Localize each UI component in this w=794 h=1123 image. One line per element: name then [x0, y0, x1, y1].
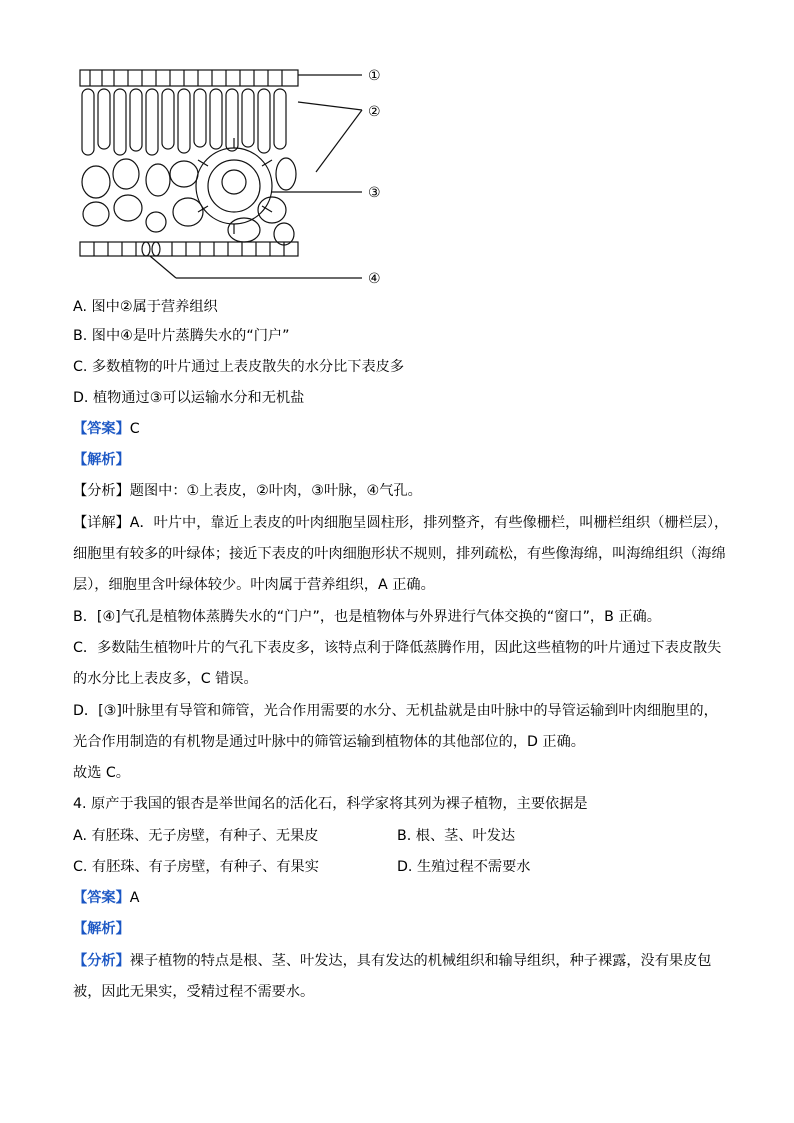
- q4-option-d: D. 生殖过程不需要水: [397, 859, 531, 875]
- q3-option-c: C. 多数植物的叶片通过上表皮散失的水分比下表皮多: [73, 359, 405, 375]
- label-2: ②: [368, 104, 381, 120]
- leaf-cross-section-figure: [76, 62, 406, 296]
- q3-detail-line-1: [73, 513, 728, 533]
- q3-detail-tag: 【详解】: [73, 515, 130, 531]
- q4-option-b: B. 根、茎、叶发达: [397, 828, 516, 844]
- q3-detail-line-8: 光合作用制造的有机物是通过叶脉中的筛管运输到植物体的其他部位的，D 正确。: [73, 734, 585, 750]
- label-3: ③: [368, 185, 381, 201]
- q4-fenxi-text-1: 裸子植物的特点是根、茎、叶发达，具有发达的机械组织和输导组织，种子裸露，没有果皮包: [129, 953, 712, 969]
- q3-detail-text-1: A．叶片中，靠近上表皮的叶肉细胞呈圆柱形，排列整齐，有些像栅栏，叫栅栏组织（栅栏层），: [129, 515, 729, 531]
- q3-option-b: B. 图中④是叶片蒸腾失水的“门户”: [73, 328, 290, 344]
- q3-fenxi-tag: 【分析】: [73, 483, 130, 499]
- spongy-tissue: [82, 158, 296, 245]
- q3-fenxi: [73, 481, 422, 501]
- q4-answer: [73, 888, 139, 908]
- q3-analysis-heading: [73, 450, 130, 470]
- lower-epidermis: [80, 242, 298, 256]
- q3-detail-line-2: 细胞里有较多的叶绿体；接近下表皮的叶肉细胞形状不规则，排列疏松，有些像海绵，叫海绵组织（海绵: [73, 546, 726, 562]
- q4-option-a: A. 有胚珠、无子房壁，有种子、无果皮: [73, 828, 319, 844]
- q3-answer-value: C: [129, 421, 140, 437]
- q3-detail-line-3: 层），细胞里含叶绿体较少。叶肉属于营养组织，A 正确。: [73, 577, 435, 593]
- stoma: [142, 242, 150, 256]
- palisade-tissue: [82, 89, 286, 155]
- q4-fenxi-tag: 【分析】: [73, 953, 130, 969]
- q3-detail-line-6: 的水分比上表皮多，C 错误。: [73, 671, 258, 687]
- q4-stem: 4. 原产于我国的银杏是举世闻名的活化石，科学家将其列为裸子植物，主要依据是: [73, 796, 588, 812]
- label-4: ④: [368, 271, 381, 287]
- q4-analysis-tag: 【解析】: [73, 921, 130, 937]
- q3-analysis-tag: 【解析】: [73, 452, 130, 468]
- q4-answer-value: A: [129, 890, 140, 906]
- leaf-diagram: [76, 62, 406, 292]
- q4-option-c: C. 有胚珠、有子房壁，有种子、有果实: [73, 859, 319, 875]
- q3-option-a: A. 图中②属于营养组织: [73, 299, 218, 315]
- q3-conclusion: 故选 C。: [73, 765, 130, 781]
- q3-answer-tag: 【答案】: [73, 421, 130, 437]
- q4-analysis-heading: [73, 919, 130, 939]
- label-1: ①: [368, 68, 381, 84]
- q4-fenxi-line-1: [73, 951, 711, 971]
- q3-detail-line-7: D．[③]叶脉里有导管和筛管，光合作用需要的水分、无机盐就是由叶脉中的导管运输到叶肉细胞里的，: [73, 703, 718, 719]
- q3-answer: [73, 419, 140, 439]
- q3-detail-line-4: B．[④]气孔是植物体蒸腾失水的“门户”，也是植物体与外界进行气体交换的“窗口”，B 正确。: [73, 609, 661, 625]
- q3-detail-line-5: C．多数陆生植物叶片的气孔下表皮多，该特点利于降低蒸腾作用，因此这些植物的叶片通过下表皮散失: [73, 640, 722, 656]
- q4-fenxi-line-2: 被，因此无果实，受精过程不需要水。: [73, 984, 315, 1000]
- q3-fenxi-text: 题图中：①上表皮，②叶肉，③叶脉，④气孔。: [129, 483, 422, 499]
- q4-answer-tag: 【答案】: [73, 890, 130, 906]
- q3-option-d: D. 植物通过③可以运输水分和无机盐: [73, 390, 305, 406]
- upper-epidermis: [80, 70, 298, 86]
